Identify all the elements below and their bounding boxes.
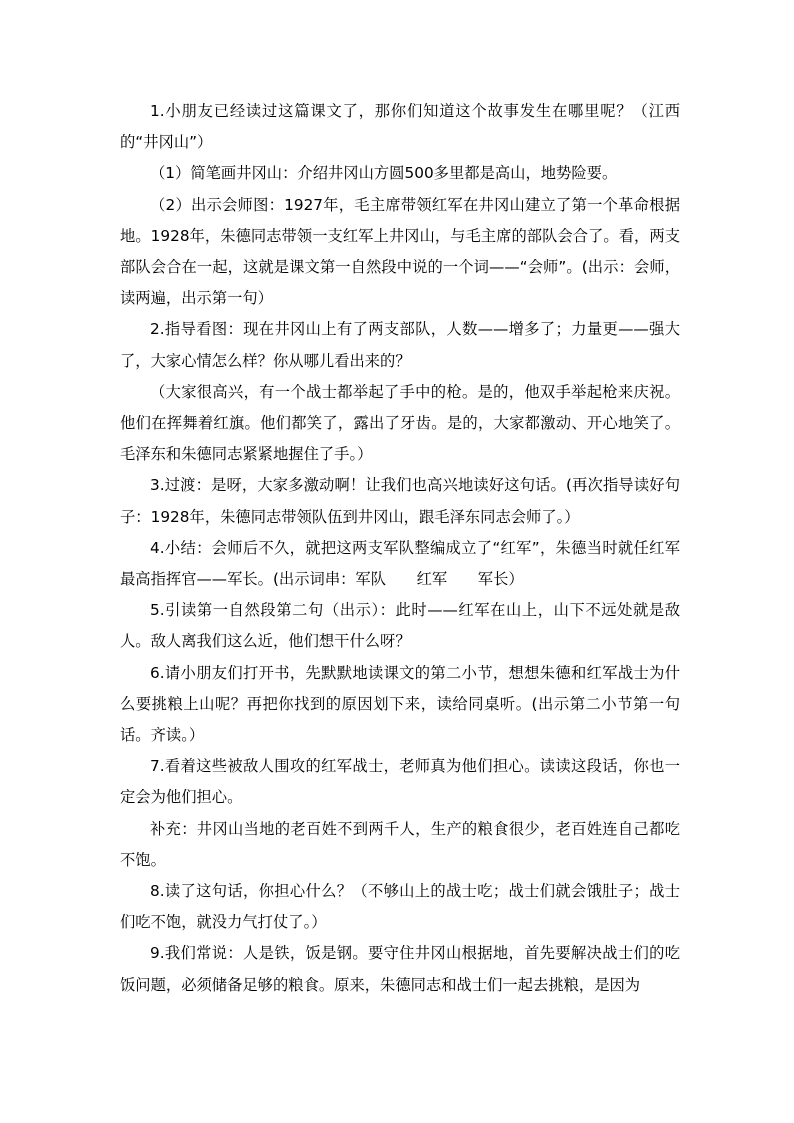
paragraph-10: 7.看着这些被敌人围攻的红军战士，老师真为他们担心。读读这段话，你也一定会为他们担心。 (120, 757, 680, 807)
paragraph-7: 4.小结：会师后不久，就把这两支军队整编成立了“红军”，朱德当时就任红军最高指挥官——军长。(出示词串：军队 红军 军长） (120, 538, 680, 589)
paragraph-2: （1）简笔画井冈山：介绍井冈山方圆500多里都是高山，地势险要。 (150, 164, 618, 183)
paragraph-8: 5.引读第一自然段第二句（出示）：此时——红军在山上，山下不远处就是敌人。敌人离我们这么近，他们想干什么呀？ (120, 601, 680, 651)
paragraph-5: （大家很高兴，有一个战士都举起了手中的枪。是的，他双手举起枪来庆祝。他们在挥舞着红旗。他们都笑了，露出了牙齿。是的，大家都激动、开心地笑了。毛泽东和朱德同志紧紧地握住了手。） (120, 382, 680, 464)
paragraph-11: 补充：井冈山当地的老百姓不到两千人，生产的粮食很少，老百姓连自己都吃不饱。 (120, 819, 680, 869)
paragraph-12: 8.读了这句话，你担心什么？（不够山上的战士吃；战士们就会饿肚子；战士们吃不饱，就没力气打仗了。） (120, 882, 680, 932)
document-body (120, 96, 680, 1001)
paragraph-4: 2.指导看图：现在井冈山上有了两支部队，人数——增多了；力量更——强大了，大家心情怎么样？你从哪儿看出来的？ (120, 320, 680, 370)
paragraph-1: 1.小朋友已经读过这篇课文了，那你们知道这个故事发生在哪里呢？（江西的“井冈山”） (120, 102, 680, 152)
paragraph-3: （2）出示会师图：1927年，毛主席带领红军在井冈山建立了第一个革命根据地。1928年，朱德同志带领一支红军上井冈山，与毛主席的部队会合了。看，两支部队会合在一起，这就是课文第一自然段中说的一个词——“会师”。(出示：会师，读两遍，出示第一句） (120, 195, 680, 308)
paragraph-9: 6.请小朋友们打开书，先默默地读课文的第二小节，想想朱德和红军战士为什么要挑粮上山呢？再把你找到的原因划下来，读给同桌听。(出示第二小节第一句话。齐读。） (120, 663, 680, 745)
paragraph-6: 3.过渡：是呀，大家多激动啊！让我们也高兴地读好这句话。(再次指导读好句子：1928年，朱德同志带领队伍到井冈山，跟毛泽东同志会师了。） (120, 476, 680, 526)
paragraph-13: 9.我们常说：人是铁，饭是钢。要守住井冈山根据地，首先要解决战士们的吃饭问题，必须储备足够的粮食。原来，朱德同志和战士们一起去挑粮，是因为 (120, 944, 680, 994)
